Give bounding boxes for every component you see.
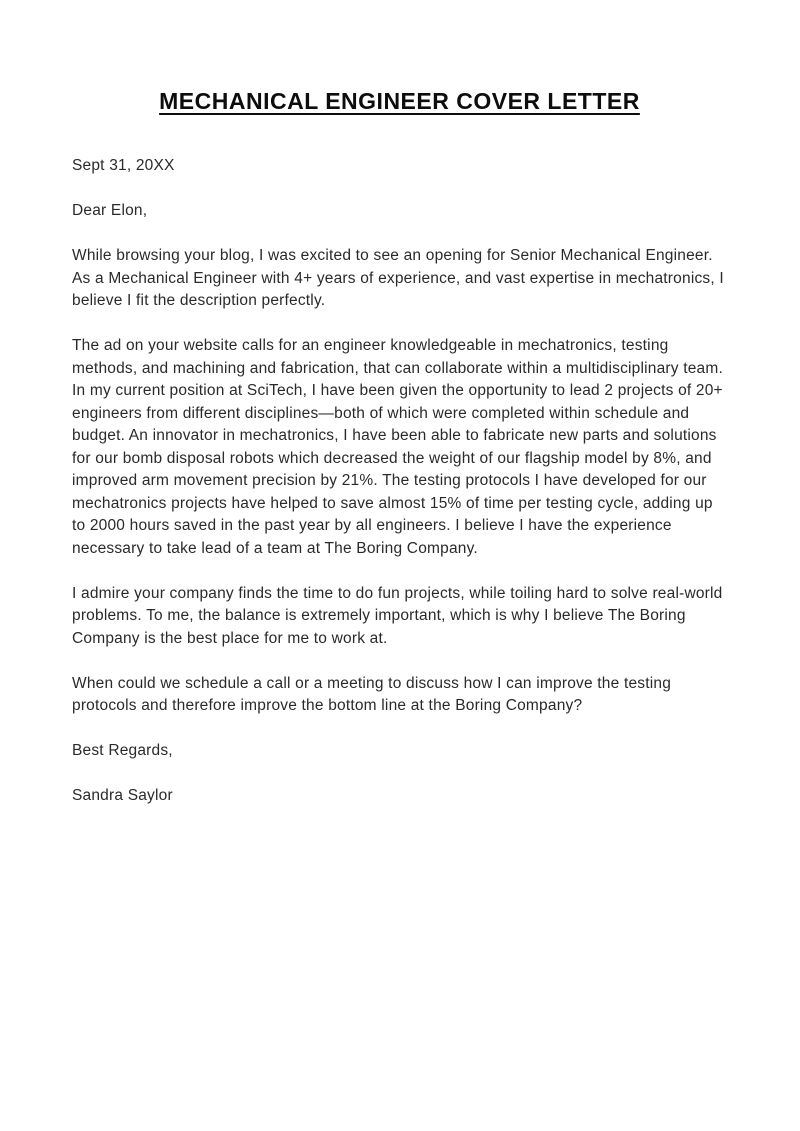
letter-signature: Sandra Saylor <box>72 787 173 804</box>
letter-salutation: Dear Elon, <box>72 202 148 219</box>
letter-paragraph-intro: While browsing your blog, I was excited to see an opening for Senior Mechanical Engineer. As a Mechanical Engineer with 4+ years of experience, and vast expertise in mechatronics, I believe I fit the description perfectly. <box>72 247 724 309</box>
document-title-text: MECHANICAL ENGINEER COVER LETTER <box>159 88 640 114</box>
letter-closing: Best Regards, <box>72 742 173 759</box>
letter-paragraph-call-to-action: When could we schedule a call or a meeting to discuss how I can improve the testing protocols and therefore improve the bottom line at the Boring Company? <box>72 674 672 714</box>
document-title <box>72 88 727 115</box>
letter-paragraph-admiration: I admire your company finds the time to do fun projects, while toiling hard to solve real-world problems. To me, the balance is extremely important, which is why I believe The Boring Company is the best place for me to work at. <box>72 584 723 647</box>
letter-paragraph-experience: The ad on your website calls for an engineer knowledgeable in mechatronics, testing methods, and machining and fabrication, that can collaborate within a multidisciplinary team. In my current position at SciTech, I have been given the opportunity to lead 2 projects of 20+ engineers from different disciplines—both of which were completed within schedule and budget. An innovator in mechatronics, I have been able to fabricate new parts and solutions for our bomb disposal robots which decreased the weight of our flagship model by 8%, and improved arm movement precision by 21%. The testing protocols I have developed for our mechatronics projects have helped to save almost 15% of time per testing cycle, adding up to 2000 hours saved in the past year by all engineers. I believe I have the experience necessary to take lead of a team at The Boring Company. <box>72 337 723 557</box>
letter-date: Sept 31, 20XX <box>72 157 175 174</box>
letter-body <box>72 155 727 808</box>
